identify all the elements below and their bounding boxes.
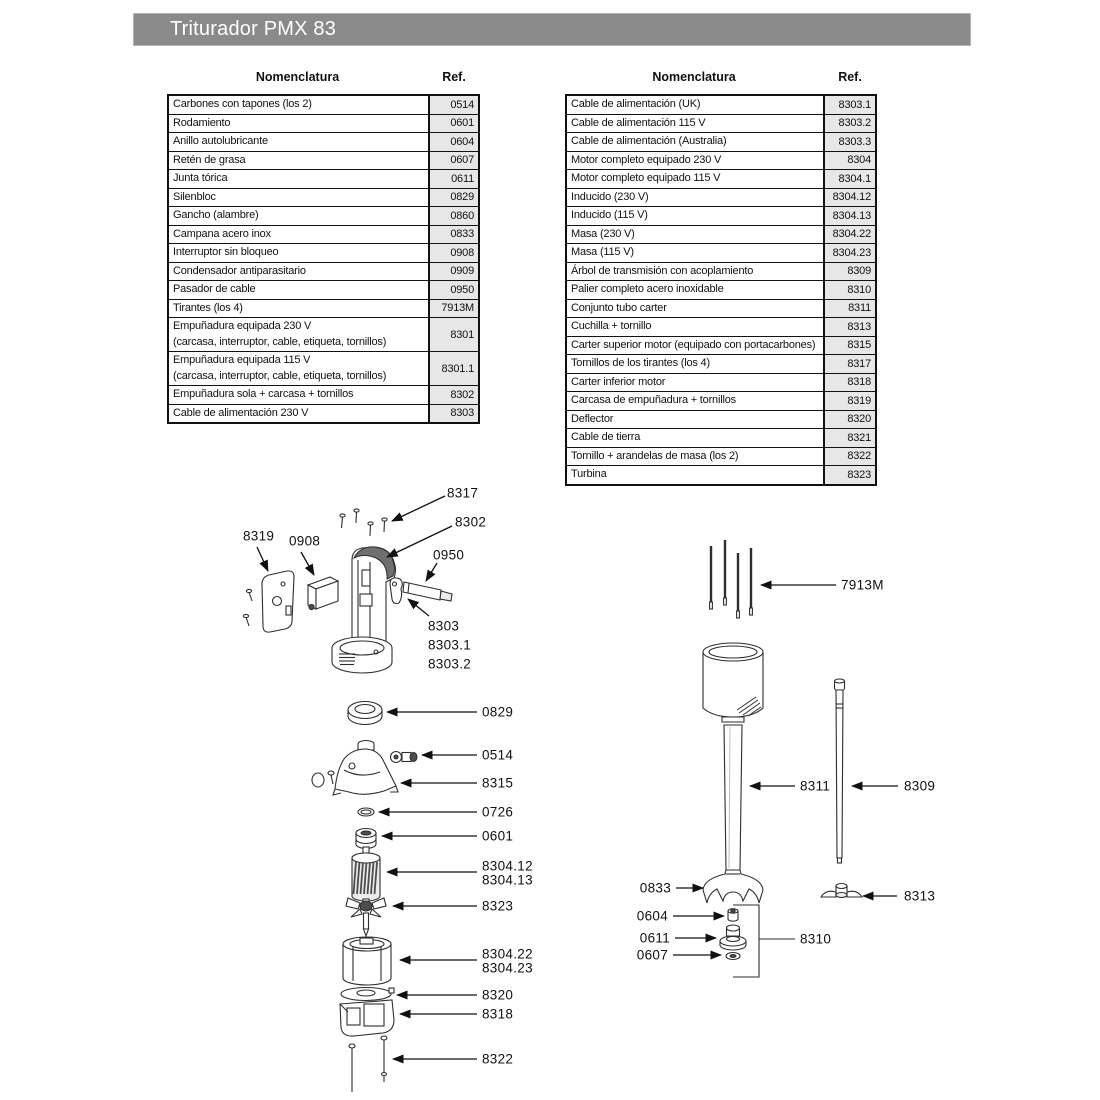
callout-0611: 0611 [639,930,670,946]
seal-0611-drawing [720,925,746,950]
part-ref: 8318 [823,374,875,392]
washer-0607-drawing [726,953,740,960]
part-name: Carter inferior motor [571,375,666,388]
part-ref: 0950 [428,281,478,299]
part-ref: 8304.22 [823,226,875,244]
part-ref: 0611 [428,170,478,188]
part-name: Inducido (230 V) [571,190,649,203]
tie-rod-screws-drawing [340,509,387,536]
page-title: Triturador PMX 83 [133,13,971,46]
table-row [567,281,875,300]
callout-7913M: 7913M [841,577,884,593]
part-ref: 0514 [428,96,478,114]
callout-8315: 8315 [482,775,514,791]
part-ref: 8303.1 [823,96,875,114]
table-row [169,115,478,134]
table-row [567,170,875,189]
callout-8322: 8322 [482,1051,514,1067]
part-name: Carcasa de empuñadura + tornillos [571,394,736,406]
part-name: Campana acero inox [173,227,271,240]
part-name-detail: (carcasa, interruptor, cable, etiqueta, tornillos) [173,335,387,348]
ground-screws-drawing [349,1036,387,1092]
table-row [169,352,478,386]
part-name-detail: (carcasa, interruptor, cable, etiqueta, tornillos) [173,369,387,382]
left-parts-table-block [167,70,480,424]
part-name: Empuñadura equipada 115 V (carcasa, interruptor, cable, etiqueta, tornillos) [169,352,428,385]
table-row [169,207,478,226]
part-name: Tirantes (los 4) [173,301,243,314]
callout-8303.1: 8303.1 [428,637,472,653]
part-name: Tornillos de los tirantes (los 4) [571,357,710,369]
motor-body-and-tube-drawing [703,643,763,870]
table-row [567,207,875,226]
part-name: Motor completo equipado 230 V [571,153,722,166]
table-row [567,429,875,448]
callout-8317: 8317 [447,485,479,501]
part-ref: 8319 [823,392,875,410]
part-ref: 8304.13 [823,207,875,225]
table-row [567,318,875,337]
callout-8318: 8318 [482,1006,514,1022]
part-name: Retén de grasa [173,153,246,166]
part-name: Masa (230 V) [571,227,635,240]
part-name: Tornillo + arandelas de masa (los 2) [571,449,739,462]
o-ring-drawing [358,808,374,816]
part-ref: 0601 [428,115,478,133]
parts-table-right [565,94,877,486]
right-parts-table-block [565,70,877,486]
part-name: Empuñadura equipada 230 V (carcasa, interruptor, cable, etiqueta, tornillos) [169,318,428,351]
table-row [567,115,875,134]
callout-8303.2: 8303.2 [428,656,472,672]
upper-carter-drawing [312,741,398,795]
table-row [567,96,875,115]
callout-0514: 0514 [482,747,514,763]
part-ref: 0908 [428,244,478,262]
turbine-drawing [346,898,386,936]
part-ref: 8317 [823,355,875,373]
part-name: Silenbloc [173,190,216,203]
table-row [567,263,875,282]
part-ref: 8309 [823,263,875,281]
table-row [169,96,478,115]
part-ref: 8322 [823,448,875,466]
part-name: Junta tórica [173,172,228,184]
part-name: Deflector [571,412,614,425]
part-name: Cable de alimentación 230 V [173,406,309,419]
part-name: Rodamiento [173,116,231,129]
callout-8323: 8323 [482,898,514,914]
table-row [567,189,875,208]
part-name: Carter superior motor (equipado con portacarbones) [571,338,816,351]
part-ref: 0607 [428,152,478,170]
bell-drawing [703,870,763,903]
part-name: Cable de alimentación 115 V [571,116,706,129]
table-row [169,226,478,245]
callout-0604: 0604 [636,908,668,924]
callout-8309: 8309 [904,778,936,794]
part-name: Gancho (alambre) [173,209,259,221]
transmission-shaft-drawing [835,679,845,863]
part-ref: 8304.1 [823,170,875,188]
part-ref: 0909 [428,263,478,281]
column-header-ref: Ref. [442,70,466,84]
table-row [169,189,478,208]
part-ref: 8303.3 [823,133,875,151]
bearing-drawing [356,829,376,849]
cable-and-gland-drawing [390,578,452,604]
table-row [567,300,875,319]
callout-0908: 0908 [289,533,321,549]
table-row [567,355,875,374]
part-name: Carbones con tapones (los 2) [173,98,312,110]
part-ref: 8323 [823,466,875,484]
part-name: Masa (115 V) [571,246,634,258]
table-row [567,226,875,245]
callout-0829: 0829 [482,704,514,720]
table-row [169,244,478,263]
part-ref: 8303.2 [823,115,875,133]
armature-drawing [352,847,380,903]
callout-8313: 8313 [904,888,936,904]
part-name: Motor completo equipado 115 V [571,172,721,184]
callout-8320: 8320 [482,987,514,1003]
part-name: Cuchilla + tornillo [571,320,652,332]
lower-carter-drawing [340,1000,394,1036]
part-ref: 0604 [428,133,478,151]
table-row [567,448,875,467]
carbon-brush-drawing [391,752,418,763]
table-row [169,405,478,423]
callout-8311: 8311 [800,778,831,794]
callout-0601: 0601 [482,828,514,844]
part-name: Cable de alimentación (UK) [571,98,701,110]
part-ref: 0860 [428,207,478,225]
column-header-nomenclatura: Nomenclatura [255,70,340,84]
table-row [169,133,478,152]
switch-drawing [308,577,338,610]
column-header-ref: Ref. [838,70,862,84]
table-row [567,392,875,411]
table-row [567,133,875,152]
part-ref: 8301 [428,318,478,351]
part-name: Pasador de cable [173,283,256,295]
handle-assembly-drawing [332,547,396,673]
table-row [567,244,875,263]
stator-drawing [343,937,391,985]
part-ref: 8313 [823,318,875,336]
table-row [169,170,478,189]
table-row [567,337,875,356]
table-row [169,318,478,352]
part-name: Inducido (115 V) [571,209,648,221]
part-ref: 0833 [428,226,478,244]
part-ref: 7913M [428,300,478,318]
callout-8319: 8319 [243,528,275,544]
part-name: Empuñadura sola + carcasa + tornillos [173,388,354,400]
callout-0950: 0950 [433,547,465,563]
callout-0726: 0726 [482,804,514,820]
part-ref: 8304.12 [823,189,875,207]
callout-0833: 0833 [639,880,671,896]
table-row [567,152,875,171]
part-name: Cable de tierra [571,431,641,443]
part-ref: 8311 [823,300,875,318]
callout-8304.23: 8304.23 [482,960,533,976]
table-row [169,300,478,319]
part-ref: 8315 [823,337,875,355]
handle-cover-drawing [243,571,294,632]
callout-8302: 8302 [455,514,487,530]
part-name: Palier completo acero inoxidable [571,283,724,295]
deflector-drawing [341,988,394,1001]
part-name: Condensador antiparasitario [173,264,306,277]
part-ref: 8301.1 [428,352,478,385]
table-row [567,411,875,430]
part-ref: 8304.23 [823,244,875,262]
part-ref: 8303 [428,405,478,423]
parts-table-left [167,94,480,424]
blade-drawing [821,884,862,898]
part-name: Conjunto tubo carter [571,301,667,314]
part-name: Interruptor sin bloqueo [173,246,279,258]
callout-8304.13: 8304.13 [482,872,533,888]
part-name: Cable de alimentación (Australia) [571,135,727,147]
column-header-nomenclatura: Nomenclatura [652,70,736,84]
part-name: Turbina [571,468,607,480]
part-ref: 8310 [823,281,875,299]
exploded-diagram [230,480,980,1100]
part-ref: 8304 [823,152,875,170]
table-row [169,386,478,405]
bushing-0604-drawing [728,909,738,921]
callout-8304.12: 8304.12 [482,858,533,874]
part-ref: 8321 [823,429,875,447]
part-name: Árbol de transmisión con acoplamiento [571,264,754,277]
callout-8304.22: 8304.22 [482,946,533,962]
part-ref: 8320 [823,411,875,429]
callout-0607: 0607 [636,947,668,963]
table-row [169,263,478,282]
part-ref: 8302 [428,386,478,404]
callout-8310: 8310 [800,931,832,947]
table-header-row [565,70,877,94]
part-ref: 0829 [428,189,478,207]
part-name: Anillo autolubricante [173,135,268,147]
silentblock-ring-drawing [348,702,382,725]
table-row [169,281,478,300]
table-row [567,374,875,393]
table-header-row [167,70,480,94]
table-row [169,152,478,171]
tie-rods-drawing [710,540,753,618]
callout-8303: 8303 [428,618,460,634]
